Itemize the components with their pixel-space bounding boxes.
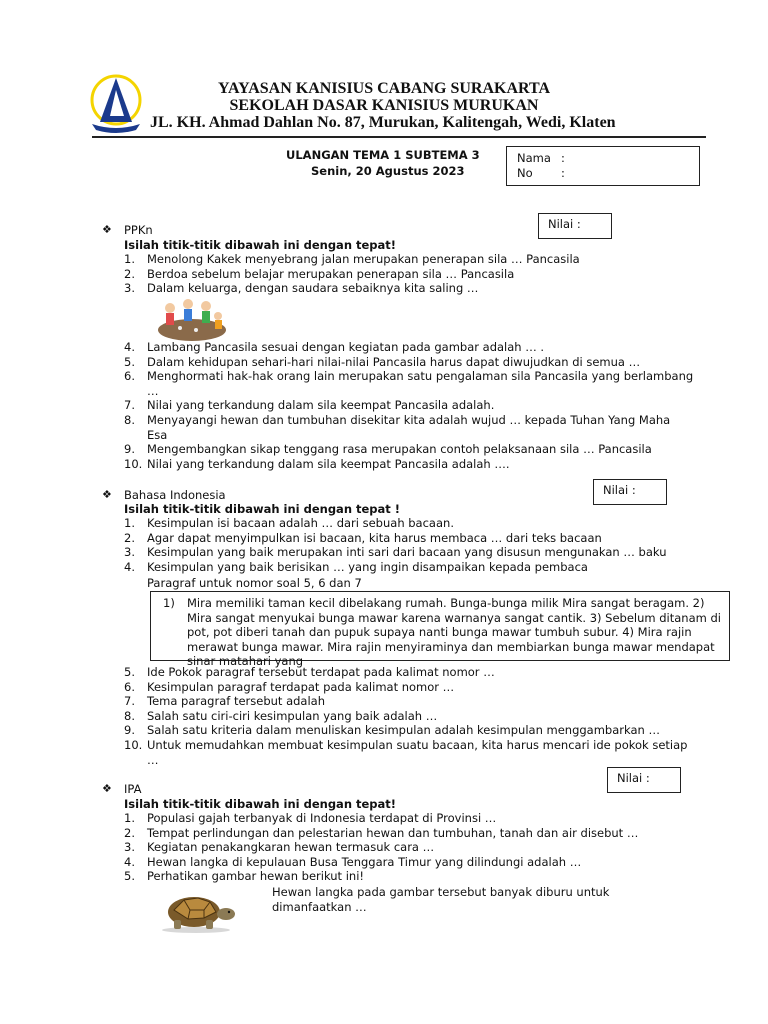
question-item: 7. Tema paragraf tersebut adalah [124, 694, 326, 709]
ipa-score-box[interactable]: Nilai : [607, 767, 681, 793]
bindo-questions-part2 [124, 665, 694, 767]
paragraph-number: 1) [163, 596, 175, 610]
reading-paragraph: Mira memiliki taman kecil dibelakang rumah. Bunga-bunga milik Mira sangat beragam. 2) Mira sangat menyukai bunga mawar karena warnanya sangat cantik. 3) Sebelum ditanam di pot, pot diberi tanah dan pupuk supaya nanti bunga mawar tumbuh subur. 4) Mira rajin merawat bunga mawar. Mira rajin menyiraminya dan membiarkan bunga mawar mendapat sinar matahari yang [187, 596, 721, 669]
name-label: Nama [517, 151, 551, 165]
question-item: 6. Menghormati hak-hak orang lain merupakan satu pengalaman sila Pancasila yang berlambang … [124, 369, 694, 398]
question-item: 1. Populasi gajah terbanyak di Indonesia terdapat di Provinsi … [124, 811, 497, 825]
paragraph-intro: Paragraf untuk nomor soal 5, 6 dan 7 [147, 576, 362, 590]
question-item: 5. Dalam kehidupan sehari-hari nilai-nilai Pancasila harus dapat diwujudkan di semua … [124, 354, 641, 369]
ppkn-instruction: Isilah titik-titik dibawah ini dengan tepat! [124, 238, 397, 252]
exam-title: ULANGAN TEMA 1 SUBTEMA 3 [286, 148, 480, 162]
bindo-instruction: Isilah titik-titik dibawah ini dengan tepat ! [124, 502, 401, 516]
student-identity-box [506, 146, 700, 186]
bindo-title: Bahasa Indonesia [124, 488, 226, 502]
ipa-questions [124, 811, 694, 884]
ipa-instruction: Isilah titik-titik dibawah ini dengan tepat! [124, 797, 397, 811]
school-name: SEKOLAH DASAR KANISIUS MURUKAN [229, 97, 539, 114]
question-item: 4. Lambang Pancasila sesuai dengan kegiatan pada gambar adalah … . [124, 340, 545, 354]
question-item: 2. Berdoa sebelum belajar merupakan penerapan sila … Pancasila [124, 266, 515, 281]
ppkn-bullet-icon: ❖ [102, 223, 112, 236]
question-item: 3. Kesimpulan yang baik merupakan inti sari dari bacaan yang disusun mengunakan … baku [124, 545, 667, 560]
number-label: No [517, 166, 533, 180]
question-item: 2. Tempat perlindungan dan pelestarian hewan dan tumbuhan, tanah dan air disebut … [124, 825, 639, 840]
bindo-bullet-icon: ❖ [102, 488, 112, 501]
name-field[interactable] [573, 149, 693, 165]
question-item: 3. Dalam keluarga, dengan saudara sebaiknya kita saling … [124, 281, 479, 296]
question-item: 4. Kesimpulan yang baik berisikan … yang ingin disampaikan kepada pembaca [124, 559, 588, 574]
question-item: 8. Salah satu ciri-ciri kesimpulan yang baik adalah … [124, 708, 438, 723]
name-colon: : [561, 151, 565, 165]
turtle-question-caption: Hewan langka pada gambar tersebut banyak diburu untuk dimanfaatkan … [272, 885, 610, 914]
school-address: JL. KH. Ahmad Dahlan No. 87, Murukan, Kalitengah, Wedi, Klaten [150, 114, 616, 131]
bindo-score-box[interactable]: Nilai : [593, 479, 667, 505]
question-item: 10. Nilai yang terkandung dalam sila keempat Pancasila adalah …. [124, 456, 510, 471]
question-item: 8. Menyayangi hewan dan tumbuhan disekitar kita adalah wujud … kepada Tuhan Yang Maha Esa [124, 412, 671, 442]
ppkn-questions-part2 [124, 340, 694, 471]
ppkn-questions-part1 [124, 252, 694, 296]
reading-paragraph-box [150, 591, 730, 669]
question-item: 5. Perhatikan gambar hewan berikut ini! [124, 869, 365, 884]
ppkn-title: PPKn [124, 223, 153, 237]
number-field[interactable] [573, 165, 693, 181]
ppkn-score-box[interactable]: Nilai : [538, 213, 612, 239]
question-item: 9. Mengembangkan sikap tenggang rasa merupakan contoh pelaksanaan sila … Pancasila [124, 442, 652, 457]
header-divider [92, 136, 706, 138]
number-colon: : [561, 166, 565, 180]
ipa-title: IPA [124, 782, 142, 796]
question-item: 1. Menolong Kakek menyebrang jalan merupakan penerapan sila … Pancasila [124, 252, 580, 266]
turtle-image [154, 888, 238, 934]
question-item: 5. Ide Pokok paragraf tersebut terdapat pada kalimat nomor … [124, 665, 495, 679]
question-item: 9. Salah satu kriteria dalam menuliskan kesimpulan adalah kesimpulan menggambarkan … [124, 723, 660, 738]
question-item: 7. Nilai yang terkandung dalam sila keempat Pancasila adalah. [124, 398, 495, 413]
question-item: 2. Agar dapat menyimpulkan isi bacaan, kita harus membaca … dari teks bacaan [124, 530, 602, 545]
question-item: 4. Hewan langka di kepulauan Busa Tenggara Timur yang dilindungi adalah … [124, 854, 582, 869]
foundation-name: YAYASAN KANISIUS CABANG SURAKARTA [217, 80, 551, 97]
question-item: 3. Kegiatan penakangkaran hewan termasuk cara … [124, 840, 435, 855]
question-item: 1. Kesimpulan isi bacaan adalah … dari sebuah bacaan. [124, 516, 454, 530]
bindo-questions-part1 [124, 516, 694, 574]
question-item: 10. Untuk memudahkan membuat kesimpulan suatu bacaan, kita harus mencari ide pokok setiap … [124, 737, 688, 767]
exam-date: Senin, 20 Agustus 2023 [311, 164, 465, 178]
question-item: 6. Kesimpulan paragraf terdapat pada kalimat nomor … [124, 679, 455, 694]
ipa-bullet-icon: ❖ [102, 782, 112, 795]
children-playing-image [156, 296, 228, 342]
